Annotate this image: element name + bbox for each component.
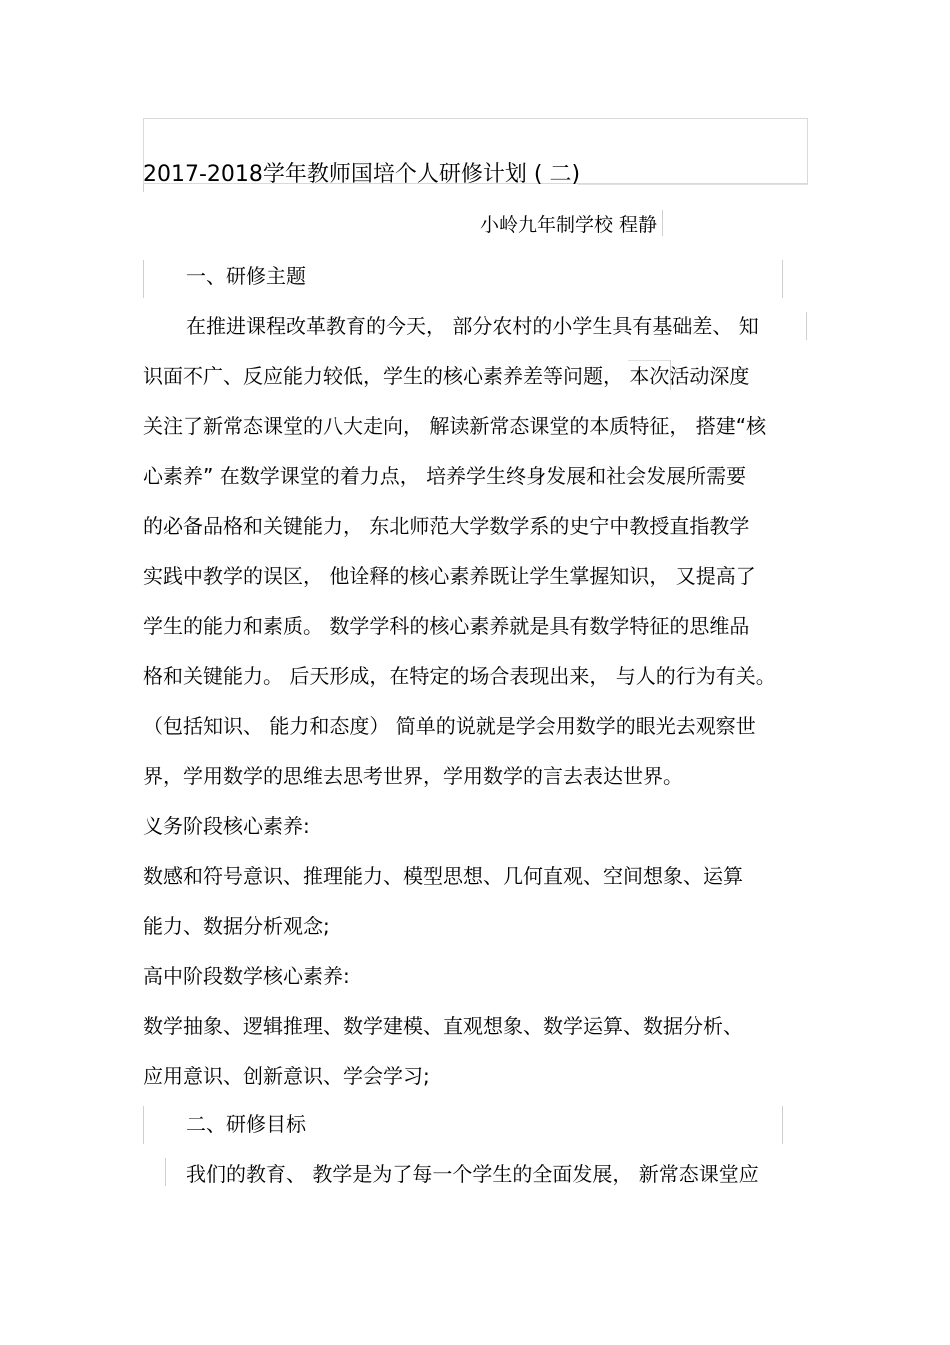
paragraph-line: 界，学用数学的思维去思考世界，学用数学的言去表达世界。	[143, 764, 683, 788]
paragraph-line: 心素养” 在数学课堂的着力点， 培养学生终身发展和社会发展所需要	[143, 464, 747, 488]
scan-frame-mid	[628, 360, 670, 361]
list-heading: 高中阶段数学核心素养:	[143, 964, 350, 988]
paragraph-line: 的必备品格和关键能力， 东北师范大学数学系的史宁中教授直指教学	[143, 514, 750, 538]
scan-frame-left-s2	[143, 1106, 144, 1144]
section-heading: 二、研修目标	[186, 1112, 306, 1136]
paragraph-line: 识面不广、反应能力较低，学生的核心素养差等问题， 本次活动深度	[143, 364, 750, 388]
scan-frame-right-s1	[782, 260, 783, 298]
list-line: 应用意识、创新意识、学会学习;	[143, 1064, 430, 1088]
list-line: 能力、数据分析观念;	[143, 914, 330, 938]
paragraph-line: 格和关键能力。 后天形成，在特定的场合表现出来， 与人的行为有关。	[143, 664, 776, 688]
scan-frame-right-s2	[782, 1106, 783, 1144]
scan-frame-left-p2	[165, 1158, 166, 1186]
paragraph-line: 关注了新常态课堂的八大走向， 解读新常态课堂的本质特征， 搭建“核	[143, 414, 767, 438]
paragraph-line: 在推进课程改革教育的今天， 部分农村的小学生具有基础差、 知	[186, 314, 759, 338]
section-heading: 一、研修主题	[186, 264, 306, 288]
paragraph-line: 学生的能力和素质。 数学学科的核心素养就是具有数学特征的思维品	[143, 614, 750, 638]
paragraph-line: 我们的教育、 教学是为了每一个学生的全面发展， 新常态课堂应	[186, 1162, 759, 1186]
list-line: 数感和符号意识、推理能力、模型思想、几何直观、空间想象、运算	[143, 864, 743, 888]
paragraph-line: 实践中教学的误区， 他诠释的核心素养既让学生掌握知识， 又提高了	[143, 564, 756, 588]
scan-frame-left-s1	[143, 260, 144, 298]
scan-frame-line	[578, 184, 808, 185]
paragraph-line: （包括知识、 能力和态度） 简单的说就是学会用数学的眼光去观察世	[143, 714, 756, 738]
author-line: 小岭九年制学校 程静	[480, 214, 658, 236]
list-heading: 义务阶段核心素养:	[143, 814, 310, 838]
scan-frame-right-p1	[806, 312, 807, 340]
scan-frame-right-school	[662, 210, 663, 236]
document-title: 2017-2018学年教师国培个人研修计划 ( 二)	[143, 162, 581, 187]
list-line: 数学抽象、逻辑推理、数学建模、直观想象、数学运算、数据分析、	[143, 1014, 743, 1038]
